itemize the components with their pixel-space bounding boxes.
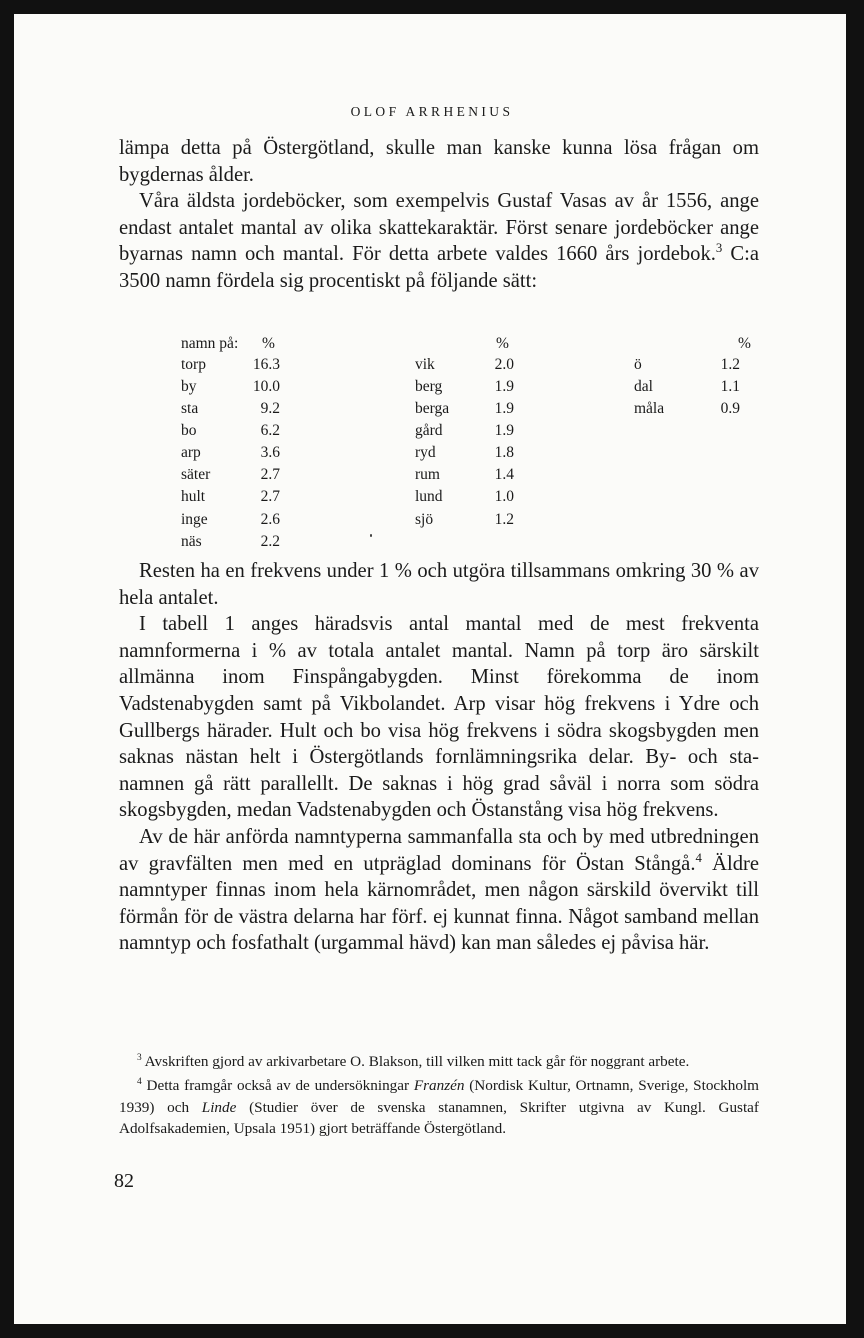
table-value-cell: 2.7	[260, 488, 280, 505]
table-percent-header-1: %	[262, 335, 275, 352]
table-value-cell: 2.2	[260, 533, 280, 550]
footnote-3-marker: 3	[137, 1052, 142, 1063]
footnote-3-text: Avskriften gjord av arkivarbetare O. Blakson, till vilken mitt tack går för noggrant arbete.	[141, 1053, 690, 1070]
table-value-cell: 2.0	[494, 356, 514, 373]
table-name-cell: berg	[415, 378, 443, 395]
table-percent-header-2: %	[496, 335, 509, 352]
table-name-cell: säter	[181, 466, 211, 483]
table-name-cell: arp	[181, 444, 201, 461]
footnote-ref-4: 4	[695, 850, 702, 865]
table-value-cell: 10.0	[252, 378, 280, 395]
table-value-cell: 2.6	[260, 511, 280, 528]
table-value-cell: 0.9	[720, 400, 740, 417]
footnote-4-text-b: (Nordisk Kultur, Ortnamn, Sverige, Stockholm 1939) och	[119, 1076, 759, 1116]
table-name-cell: rum	[415, 466, 440, 483]
table-value-cell: 1.0	[494, 488, 514, 505]
table-value-cell: 9.2	[260, 400, 280, 417]
running-head: OLOF ARRHENIUS	[350, 104, 514, 119]
table-heading: namn på:	[181, 335, 239, 352]
paragraph-2-text-a: Våra äldsta jordeböcker, som exempelvis Gustaf Vasas av år 1556, ange endast antalet mantal av olika skattekaraktär. Först senare jordeböcker ange byarnas namn och mantal. För detta arbete valdes 1660 års jordebok.	[119, 190, 759, 266]
table-value-cell: 3.6	[260, 444, 280, 461]
footnote-4-text-a: Detta framgår också av de undersökningar	[141, 1076, 414, 1094]
table-value-cell: 1.1	[720, 378, 740, 395]
table-value-cell: 2.7	[260, 466, 280, 483]
footnote-4-author-linde: Linde	[201, 1098, 237, 1116]
body-text-bottom	[119, 558, 759, 957]
footnote-4-marker: 4	[137, 1076, 142, 1087]
table-value-cell: 1.9	[494, 422, 514, 439]
table-value-cell: 1.2	[494, 511, 514, 528]
paragraph-2	[119, 188, 759, 294]
footnote-4	[119, 1075, 759, 1140]
table-name-cell: bo	[181, 422, 197, 439]
table-name-cell: måla	[634, 400, 665, 417]
footnote-3	[119, 1051, 759, 1073]
table-percent-header-3: %	[738, 335, 751, 352]
table-value-cell: 1.9	[494, 378, 514, 395]
table-name-cell: by	[181, 378, 197, 395]
table-name-cell: ryd	[415, 444, 436, 461]
table-name-cell: ö	[634, 356, 642, 373]
table-name-cell: sta	[181, 400, 199, 417]
paragraph-5-text-b: Äldre namntyper finnas inom hela kärnområdet, men någon särskild övervikt till förmån för de västra delarna har förf. ej kunnat finna. Något samband mellan namntyp och fosfathalt (urgammal hävd) kan man således ej påvisa här.	[119, 852, 759, 955]
paragraph-5-text-a: Av de här anförda namntyperna sammanfalla sta och by med utbredningen av gravfälten men med en utpräglad dominans för Östan Stångå.	[119, 825, 759, 875]
footnote-4-author-franzen: Franzén	[413, 1076, 465, 1094]
table-name-cell: lund	[415, 488, 443, 505]
table-value-cell: 1.2	[720, 356, 740, 373]
footnote-4-text-c: (Studier över de svenska stanamnen, Skrifter utgivna av Kungl. Gustaf Adolfsakademien, Upsala 1951) gjort beträffande Östergötland.	[119, 1098, 759, 1138]
table-name-cell: dal	[634, 378, 653, 395]
table-value-cell: 1.9	[494, 400, 514, 417]
print-speck	[370, 534, 372, 537]
paragraph-5	[119, 824, 759, 957]
paragraph-1: lämpa detta på Östergötland, skulle man kanske kunna lösa frågan om bygdernas ålder.	[119, 137, 759, 186]
table-name-cell: näs	[181, 533, 202, 550]
table-name-cell: berga	[415, 400, 450, 417]
table-value-cell: 1.8	[494, 444, 514, 461]
table-name-cell: vik	[415, 356, 435, 373]
table-value-cell: 16.3	[252, 356, 280, 373]
table-name-cell: sjö	[415, 511, 434, 528]
paragraph-2-text-b: C:a 3500 namn fördela sig procentiskt på följande sätt:	[119, 243, 760, 292]
table-name-cell: inge	[181, 511, 208, 528]
footnotes	[119, 1051, 759, 1142]
page-number: 82	[114, 1170, 134, 1192]
table-name-cell: hult	[181, 488, 206, 505]
table-name-cell: gård	[415, 422, 443, 439]
body-text-top	[119, 135, 759, 295]
paragraph-4: I tabell 1 anges häradsvis antal mantal med de mest frekventa namnformerna i % av totala antalet mantal. Namn på torp äro särskilt allmänna inom Finspångabygden. Minst förekomma de inom Vadstenabygden samt på Vikbolandet. Arp visar hög frekvens i Ydre och Gullbergs härader. Hult och bo visa hög frekvens i södra skogsbygden men saknas nästan helt i Östergötlands fornlämningsrika delar. By- och sta-namnen gå rätt parallellt. De saknas i hög grad såväl i norra som södra skogsbygden, medan Vadstenabygden och Östanstång visa hög frekvens.	[119, 613, 759, 822]
table-value-cell: 1.4	[494, 466, 514, 483]
footnote-ref-3: 3	[715, 241, 723, 256]
paragraph-3: Resten ha en frekvens under 1 % och utgöra tillsammans omkring 30 % av hela antalet.	[119, 560, 759, 609]
table-name-cell: torp	[181, 356, 206, 373]
table-value-cell: 6.2	[260, 422, 280, 439]
